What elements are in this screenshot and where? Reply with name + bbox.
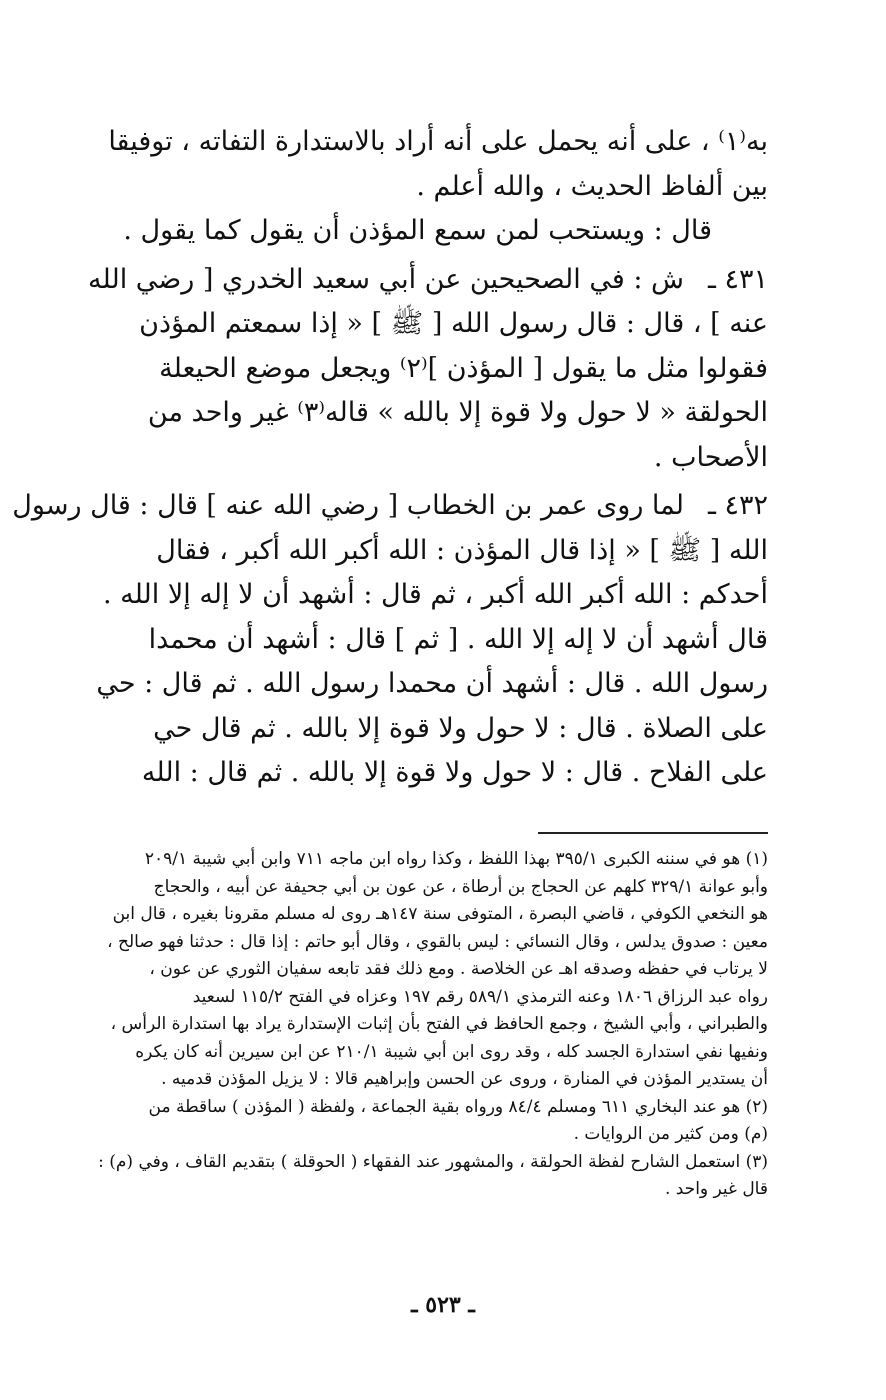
footnote-line: ونفيها نفي استدارة الجسد كله ، وقد روى ابن أبي شيبة ٢١٠/١ عن ابن سيرين أنه كان يكره bbox=[135, 1041, 768, 1062]
text-line: على الصلاة . قال : لا حول ولا قوة إلا بالله . ثم قال حي bbox=[153, 712, 768, 744]
footnote-separator bbox=[538, 832, 768, 834]
footnote-line: هو النخعي الكوفي ، قاضي البصرة ، المتوفى سنة ١٤٧هـ روى له مسلم مقرونا بغيره ، قال ابن bbox=[112, 904, 768, 924]
text-line: قال أشهد أن لا إله إلا الله . [ ثم ] قال : أشهد أن محمدا bbox=[148, 623, 768, 655]
footnote-line: (٢) هو عند البخاري ٦١١ ومسلم ٨٤/٤ ورواه بقية الجماعة ، ولفظة ( المؤذن ) ساقطة من bbox=[148, 1096, 768, 1117]
footnote-1 bbox=[107, 846, 768, 1094]
paragraph-continuation bbox=[108, 120, 768, 209]
entry-432 bbox=[12, 484, 768, 796]
text-line: عنه ] ، قال : قال رسول الله [ ﷺ ] « إذا سمعتم المؤذن bbox=[139, 308, 768, 339]
footnotes bbox=[98, 846, 768, 1204]
text-line: بين ألفاظ الحديث ، والله أعلم . bbox=[416, 170, 768, 202]
page-number: ـ ٥٢٣ ـ bbox=[411, 1292, 475, 1318]
main-text bbox=[12, 120, 768, 796]
footnote-line: قال غير واحد . bbox=[664, 1179, 768, 1199]
text-line bbox=[12, 484, 768, 529]
text-line: الله [ ﷺ ] « إذا قال المؤذن : الله أكبر الله أكبر ، فقال bbox=[156, 534, 768, 566]
text-line: قال : ويستحب لمن سمع المؤذن أن يقول كما يقول . bbox=[123, 215, 712, 246]
footnote-line: (م) ومن كثير من الروايات . bbox=[573, 1124, 768, 1144]
footnote-line: (٣) استعمل الشارح لفظة الحولقة ، والمشهور عند الفقهاء ( الحوقلة ) بتقديم القاف ، وفي (م) : bbox=[98, 1151, 768, 1172]
text-line: رسول الله . قال : أشهد أن محمدا رسول الله . ثم قال : حي bbox=[96, 668, 768, 699]
footnote-line: أن يستدير المؤذن في المنارة ، وروى عن الحسن وإبراهيم قالا : لا يزيل المؤذن قدميه . bbox=[161, 1069, 768, 1089]
footnote-line: وأبو عوانة ٣٢٩/١ كلهم عن الحجاج بن أرطاة ، عن عون بن أبي جحيفة عن أبيه ، والحجاج bbox=[153, 876, 768, 897]
entry-number: ٤٣٢ ـ bbox=[707, 490, 768, 521]
text-line: على الفلاح . قال : لا حول ولا قوة إلا بالله . ثم قال : الله bbox=[141, 757, 768, 788]
text-line: الحولقة « لا حول ولا قوة إلا بالله » قاله⁽٣⁾ غير واحد من bbox=[147, 397, 768, 428]
footnote-2 bbox=[112, 1094, 768, 1149]
text-line: أحدكم : الله أكبر الله أكبر ، ثم قال : أشهد أن لا إله إلا الله . bbox=[102, 579, 768, 610]
footnote-line: (١) هو في سننه الكبرى ٣٩٥/١ بهذا اللفظ ، وكذا رواه ابن ماجه ٧١١ وابن أبي شيبة ٢٠٩/١ bbox=[144, 849, 768, 869]
entry-431 bbox=[88, 258, 768, 481]
entry-text: ش : في الصحيحين عن أبي سعيد الخدري [ رضي الله bbox=[88, 263, 684, 295]
text-line bbox=[88, 258, 768, 303]
text-line: فقولوا مثل ما يقول [ المؤذن ]⁽٢⁾ ويجعل موضع الحيعلة bbox=[159, 352, 768, 384]
text-line: الأصحاب . bbox=[653, 441, 768, 473]
entry-number: ٤٣١ ـ bbox=[707, 263, 768, 295]
footnote-line: رواه عبد الرزاق ١٨٠٦ وعنه الترمذي ٥٨٩/١ رقم ١٩٧ وعزاه في الفتح ١١٥/٢ لسعيد bbox=[192, 986, 768, 1007]
matn-statement bbox=[112, 209, 768, 254]
text-line: به⁽١⁾ ، على أنه يحمل على أنه أراد بالاستدارة التفاته ، توفيقا bbox=[108, 126, 768, 157]
footnote-line: لا يرتاب في حفظه وصدقه اهـ عن الخلاصة . ومع ذلك فقد تابعه سفيان الثوري عن عون ، bbox=[149, 959, 768, 979]
footnote-line: والطبراني ، وأبي الشيخ ، وجمع الحافظ في الفتح بأن إثبات الإستدارة يراد بها استدارة الرأس ، bbox=[110, 1014, 768, 1034]
entry-text: لما روى عمر بن الخطاب [ رضي الله عنه ] قال : قال رسول bbox=[12, 490, 684, 521]
footnote-line: معين : صدوق يدلس ، وقال النسائي : ليس بالقوي ، وقال أبو حاتم : إذا قال : حدثنا فهو صالح ، bbox=[107, 931, 768, 952]
footnote-3 bbox=[98, 1149, 768, 1204]
